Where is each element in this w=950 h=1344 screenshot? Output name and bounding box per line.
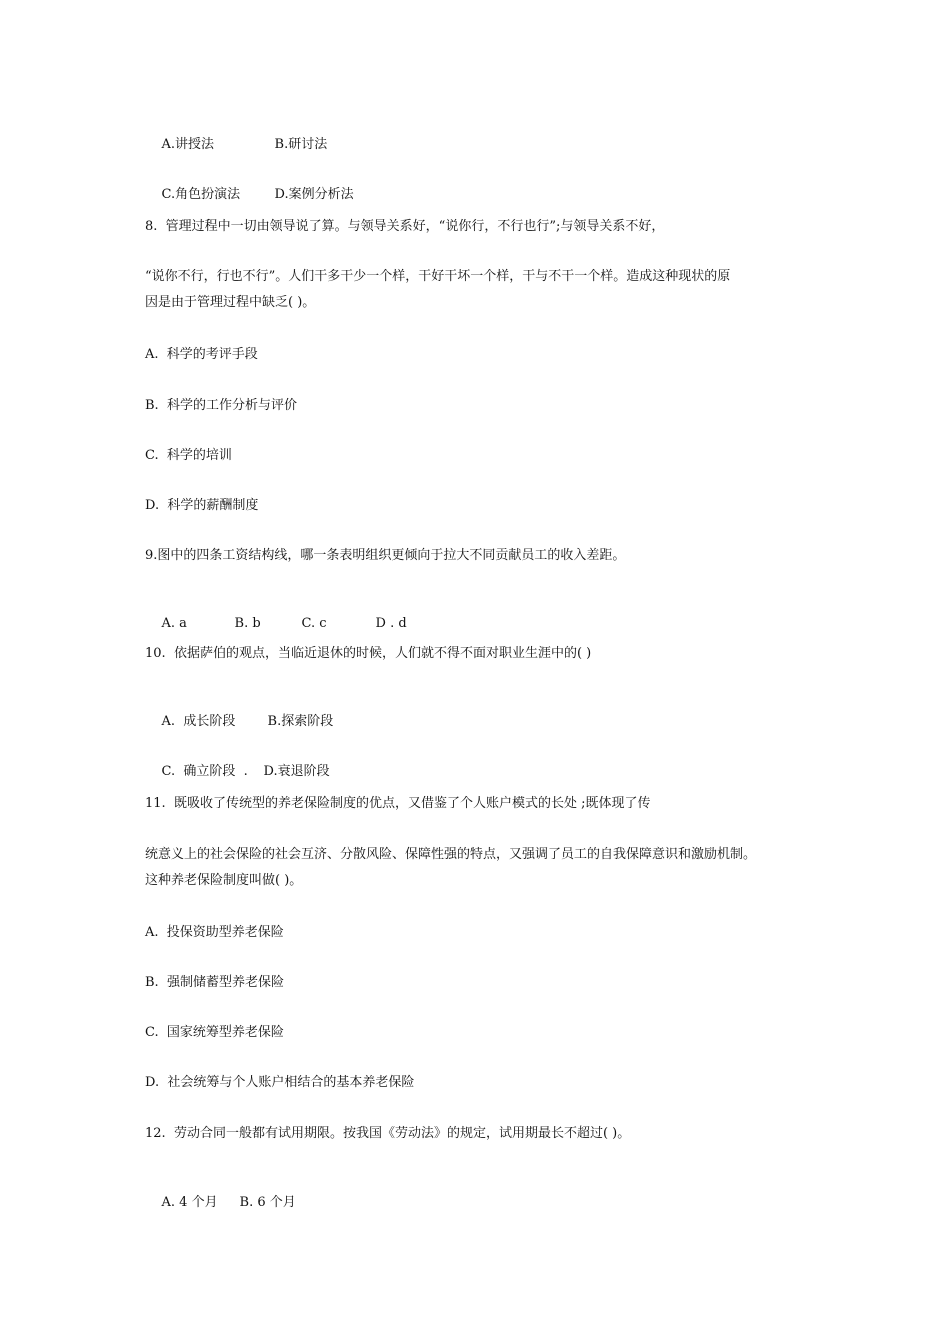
q9-options-row bbox=[145, 597, 407, 651]
q11-text-line-1: 11. 既吸收了传统型的养老保险制度的优点，又借鉴了个人账户模式的长处 ;既体现了传 bbox=[145, 796, 651, 811]
q9-option-a: A. a bbox=[161, 616, 187, 631]
q11-option-b: B. 强制储蓄型养老保险 bbox=[145, 975, 284, 990]
q11-option-a: A. 投保资助型养老保险 bbox=[145, 925, 284, 940]
q7-options-row-2 bbox=[145, 168, 354, 222]
q7-options-row-1 bbox=[145, 118, 327, 172]
q10-option-b: B.探索阶段 bbox=[267, 714, 334, 729]
q7-option-a: A.讲授法 bbox=[161, 137, 215, 152]
q10-option-d: D.衰退阶段 bbox=[263, 764, 330, 779]
q7-option-c: C.角色扮演法 bbox=[161, 187, 241, 202]
q7-option-b: B.研讨法 bbox=[274, 137, 328, 152]
q9-option-c: C. c bbox=[301, 616, 327, 631]
q9-option-d: D . d bbox=[375, 616, 407, 631]
q12-options-row-1 bbox=[145, 1176, 296, 1230]
q8-text-line-2: “说你不行，行也不行”。人们干多干少一个样，干好干坏一个样，干与不干一个样。造成这种现状的原 bbox=[145, 269, 731, 284]
q8-option-a: A. 科学的考评手段 bbox=[145, 347, 258, 362]
q11-option-c: C. 国家统筹型养老保险 bbox=[145, 1025, 284, 1040]
q10-option-a: A. 成长阶段 bbox=[161, 714, 236, 729]
q10-option-c: C. 确立阶段 . bbox=[161, 764, 248, 779]
q12-option-a: A. 4 个月 bbox=[161, 1195, 218, 1210]
q8-option-b: B. 科学的工作分析与评价 bbox=[145, 398, 297, 413]
q9-option-b: B. b bbox=[234, 616, 261, 631]
q12-text-line-1: 12. 劳动合同一般都有试用期限。按我国《劳动法》的规定，试用期最长不超过( )。 bbox=[145, 1126, 631, 1141]
q7-option-d: D.案例分析法 bbox=[274, 187, 354, 202]
q9-text-line-1: 9.图中的四条工资结构线，哪一条表明组织更倾向于拉大不同贡献员工的收入差距。 bbox=[145, 548, 626, 563]
q11-option-d: D. 社会统筹与个人账户相结合的基本养老保险 bbox=[145, 1075, 415, 1090]
q8-option-d: D. 科学的薪酬制度 bbox=[145, 498, 259, 513]
q10-options-row-2 bbox=[145, 745, 330, 799]
q11-text-line-2: 统意义上的社会保险的社会互济、分散风险、保障性强的特点，又强调了员工的自我保障意识和激励机制。 bbox=[145, 847, 757, 862]
q11-text-line-3: 这种养老保险制度叫做( )。 bbox=[145, 873, 303, 888]
q8-text-line-3: 因是由于管理过程中缺乏( )。 bbox=[145, 295, 316, 310]
q10-options-row-1 bbox=[145, 695, 333, 749]
q8-text-line-1: 8. 管理过程中一切由领导说了算。与领导关系好，“说你行，不行也行”;与领导关系不好， bbox=[145, 219, 665, 234]
q10-text-line-1: 10. 依据萨伯的观点，当临近退休的时候，人们就不得不面对职业生涯中的( ) bbox=[145, 646, 592, 661]
q8-option-c: C. 科学的培训 bbox=[145, 448, 232, 463]
q12-option-b: B. 6 个月 bbox=[239, 1195, 296, 1210]
